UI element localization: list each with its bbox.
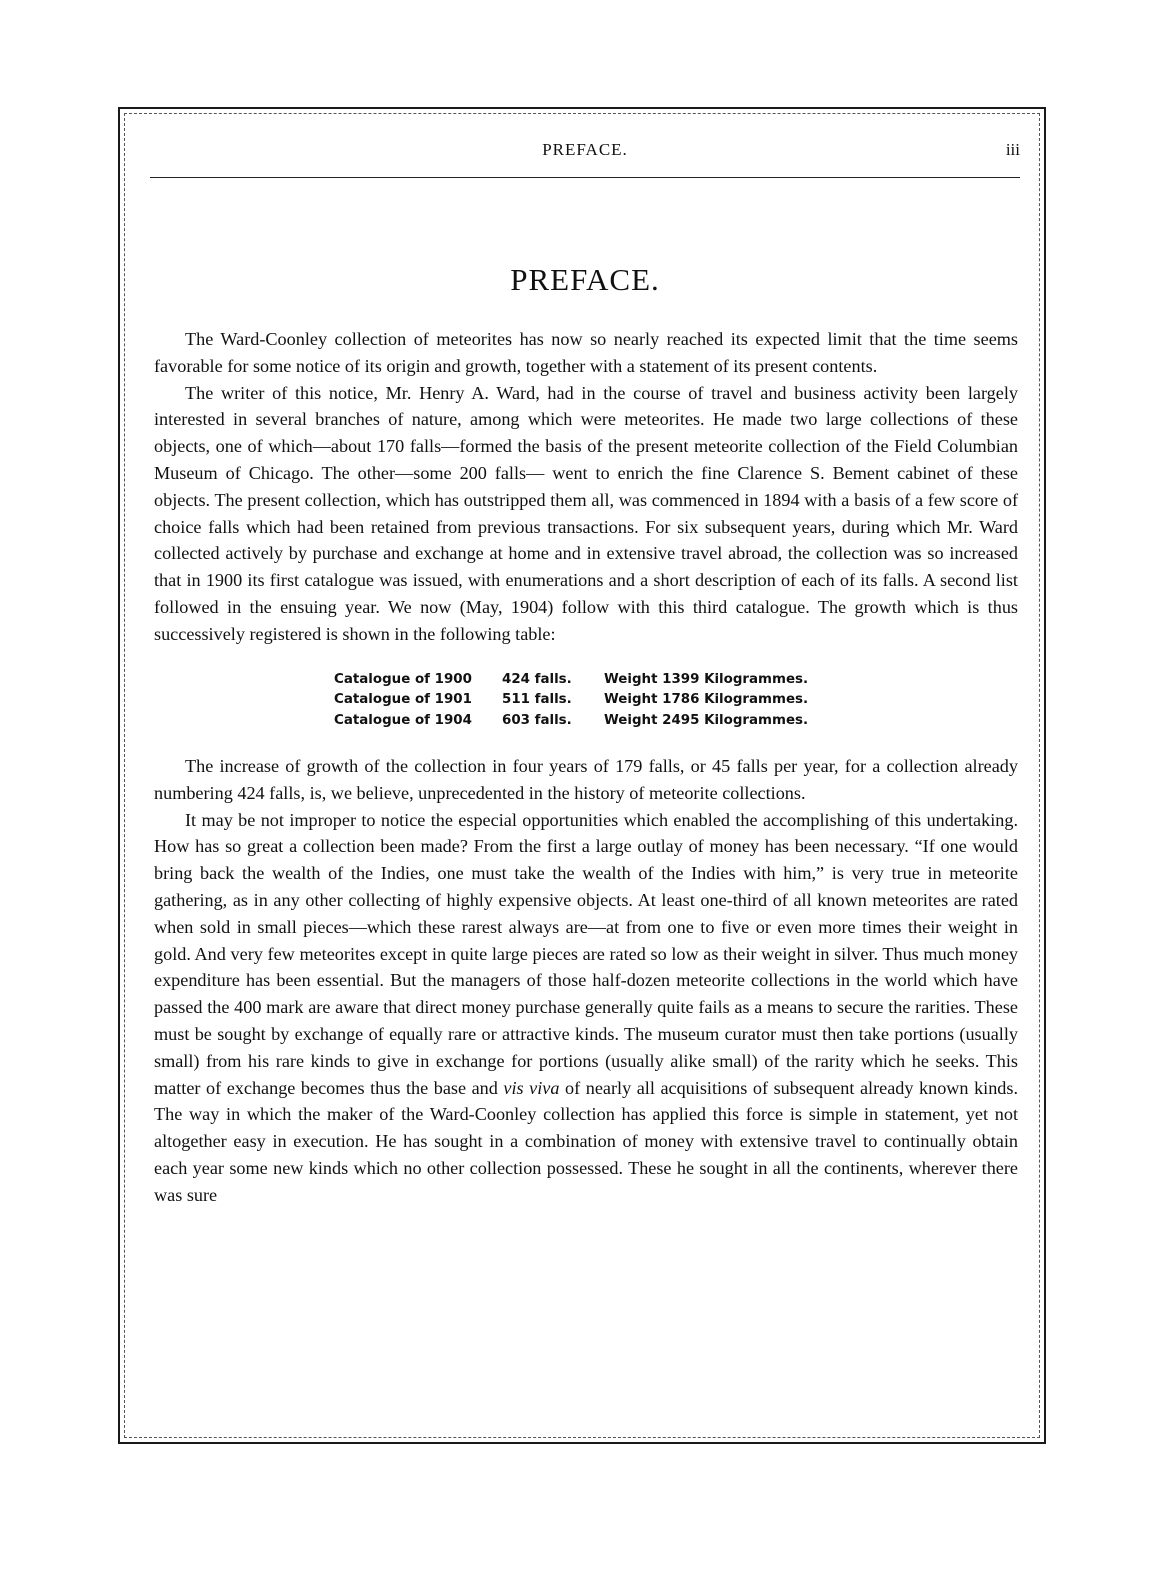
- paragraph-text: of nearly all acquisitions of subsequent already known kinds. The way in which the maker of the Ward-Coonley collection has applied this force is simple in statement, yet not altogether easy in execution. He has sought in a combination of money with extensive travel to continually obtain each year some new kinds which no other collection possessed. These he sought in all the continents, wherever there was sure: [154, 1077, 1019, 1205]
- paragraph: [154, 807, 1018, 1209]
- table-row: [334, 711, 1018, 732]
- header-rule: [150, 177, 1020, 178]
- paragraph: The writer of this notice, Mr. Henry A. Ward, had in the course of travel and business activity been largely interested in several branches of nature, among which were meteorites. He made two large collections of these objects, one of which—about 170 falls—formed the basis of the present meteorite collection of the Field Columbian Museum of Chicago. The other—some 200 falls— went to enrich the fine Clarence S. Bement cabinet of these objects. The present collection, which has outstripped them all, was commenced in 1894 with a basis of a few score of choice falls which had been retained from previous transactions. For six subsequent years, during which Mr. Ward collected actively by purchase and exchange at home and in extensive travel abroad, the collection was so increased that in 1900 its first catalogue was issued, with enumerations and a short description of each of its falls. A second list followed in the ensuing year. We now (May, 1904) follow with this third catalogue. The growth which is thus successively registered is shown in the following table:: [154, 382, 1018, 644]
- paragraph: The Ward-Coonley collection of meteorites has now so nearly reached its expected limit that the time seems favorable for some notice of its origin and growth, together with a statement of its present contents.: [154, 329, 1018, 376]
- falls-cell: 511 falls.: [502, 692, 572, 708]
- catalogue-table: [334, 670, 1018, 732]
- weight-cell: Weight 1786 Kilogrammes.: [604, 692, 809, 708]
- catalogue-cell: Catalogue of 1904: [334, 712, 472, 728]
- table-row: [334, 670, 1018, 691]
- chapter-title: PREFACE.: [510, 262, 660, 297]
- table-row: [334, 690, 1018, 711]
- weight-cell: Weight 2495 Kilogrammes.: [604, 712, 809, 728]
- paragraph-text: It may be not improper to notice the especial opportunities which enabled the accomplishing of this undertaking. How has so great a collection been made? From the first a large outlay of money has been necessary. “If one would bring back the wealth of the Indies, one must take the wealth of the Indies with him,” is very true in meteorite gathering, as in any other collecting of highly expensive objects. At least one-third of all known meteorites are rated when sold in small pieces—which these rarest always are—at from one to five or even more times their weight in gold. And very few meteorites except in quite large pieces are rated so low as their weight in silver. Thus much money expenditure has been essential. But the managers of those half-dozen meteorite collections in the world which have passed the 400 mark are aware that direct money purchase generally quite fails as a means to secure the rarities. These must be sought by exchange of equally rare or attractive kinds. The museum curator must then take portions (usually small) from his rare kinds to give in exchange for portions (usually alike small) of the rarity which he seeks. This matter of exchange becomes thus the base and: [154, 809, 1018, 1098]
- catalogue-cell: Catalogue of 1900: [334, 671, 472, 687]
- running-title: PREFACE.: [542, 140, 628, 159]
- catalogue-cell: Catalogue of 1901: [334, 692, 472, 708]
- paragraph: The increase of growth of the collection in four years of 179 falls, or 45 falls per year, for a collection already numbering 424 falls, is, we believe, unprecedented in the history of meteorite collections.: [154, 756, 1018, 803]
- falls-cell: 424 falls.: [502, 671, 572, 687]
- weight-cell: Weight 1399 Kilogrammes.: [604, 671, 809, 687]
- body-text: [154, 326, 1018, 1209]
- page-number: iii: [1005, 140, 1020, 159]
- falls-cell: 603 falls.: [502, 712, 572, 728]
- italic-phrase: vis viva: [503, 1077, 560, 1098]
- running-header: [150, 140, 1020, 166]
